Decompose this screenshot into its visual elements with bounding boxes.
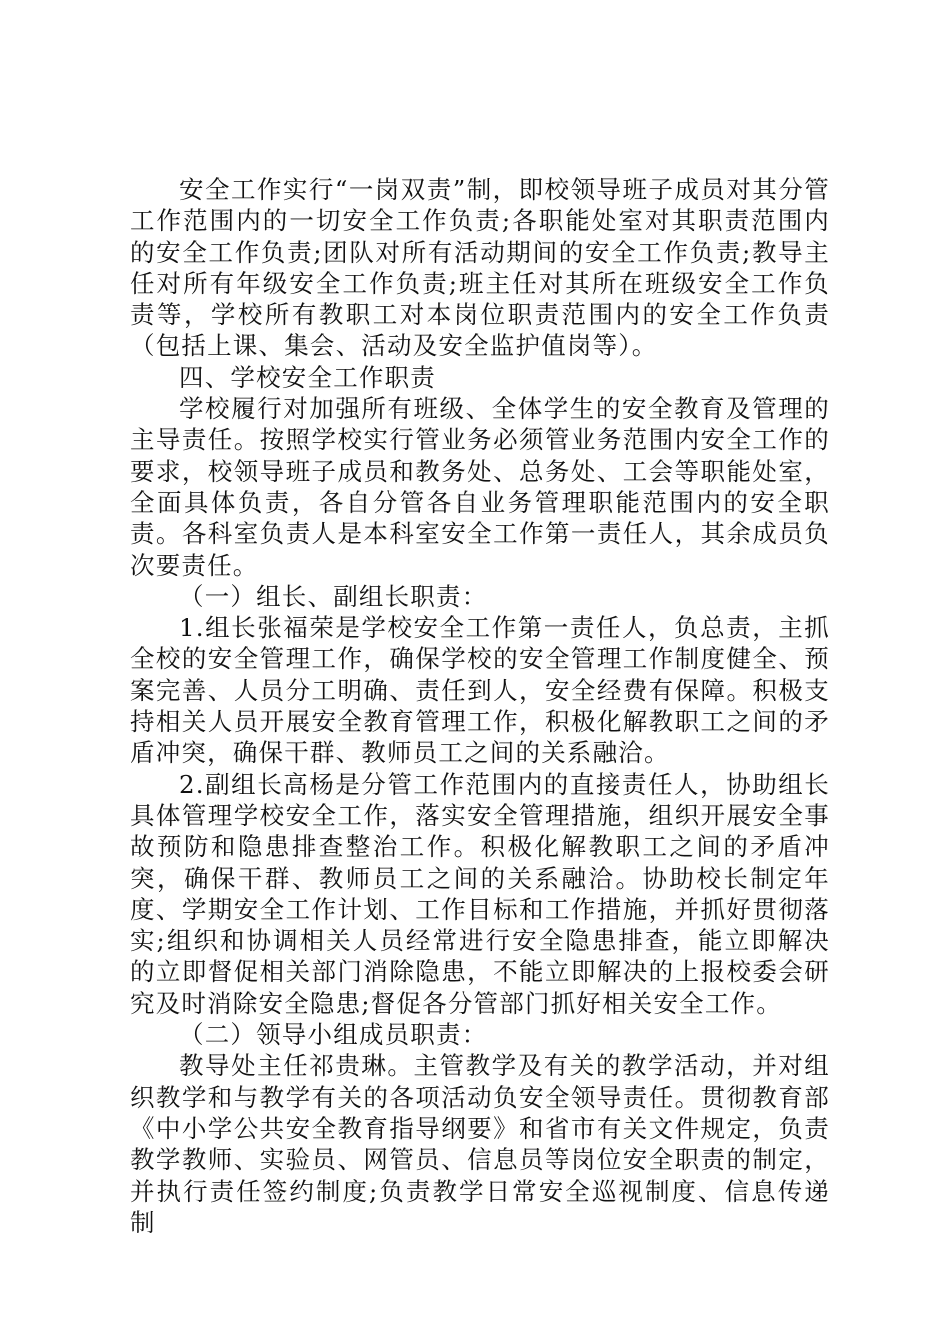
paragraph-leader-duty-2: 2.副组长高杨是分管工作范围内的直接责任人，协助组长具体管理学校安全工作，落实安全管理措施，组织开展安全事故预防和隐患排查整治工作。积极化解教职工之间的矛盾冲突，确保干群、教师员工之间的关系融洽。协助校长制定年度、学期安全工作计划、工作目标和工作措施，并抓好贯彻落实;组织和协调相关人员经常进行安全隐患排查，能立即解决的立即督促相关部门消除隐患，不能立即解决的上报校委会研究及时消除安全隐患;督促各分管部门抓好相关安全工作。 xyxy=(130,769,830,1018)
document-body xyxy=(130,174,830,1238)
subheading-leader-duties: （一）组长、副组长职责： xyxy=(179,581,488,611)
section-heading-school-safety-duties: 四、学校安全工作职责 xyxy=(179,362,436,392)
paragraph-responsibility-system: 安全工作实行“一岗双责”制，即校领导班子成员对其分管工作范围内的一切安全工作负责;各职能处室对其职责范围内的安全工作负责;团队对所有活动期间的安全工作负责;教导主任对所有年级安全工作负责;班主任对其所在班级安全工作负责等，学校所有教职工对本岗位职责范围内的安全工作负责（包括上课、集会、活动及安全监护值岗等）。 xyxy=(130,175,830,361)
paragraph-leader-duty-1: 1.组长张福荣是学校安全工作第一责任人，负总责，主抓全校的安全管理工作，确保学校的安全管理工作制度健全、预案完善、人员分工明确、责任到人，安全经费有保障。积极支持相关人员开展安全教育管理工作，积极化解教职工之间的矛盾冲突，确保干群、教师员工之间的关系融洽。 xyxy=(130,613,830,768)
subheading-member-duties: （二）领导小组成员职责： xyxy=(179,1020,488,1050)
paragraph-school-duties: 学校履行对加强所有班级、全体学生的安全教育及管理的主导责任。按照学校实行管业务必须管业务范围内安全工作的要求，校领导班子成员和教务处、总务处、工会等职能处室，全面具体负责，各自分管各自业务管理职能范围内的安全职责。各科室负责人是本科室安全工作第一责任人，其余成员负次要责任。 xyxy=(130,394,830,580)
paragraph-teaching-director: 教导处主任祁贵琳。主管教学及有关的教学活动，并对组织教学和与教学有关的各项活动负安全领导责任。贯彻教育部《中小学公共安全教育指导纲要》和省市有关文件规定，负责教学教师、实验员、网管员、信息员等岗位安全职责的制定，并执行责任签约制度;负责教学日常安全巡视制度、信息传递制 xyxy=(130,1051,830,1237)
